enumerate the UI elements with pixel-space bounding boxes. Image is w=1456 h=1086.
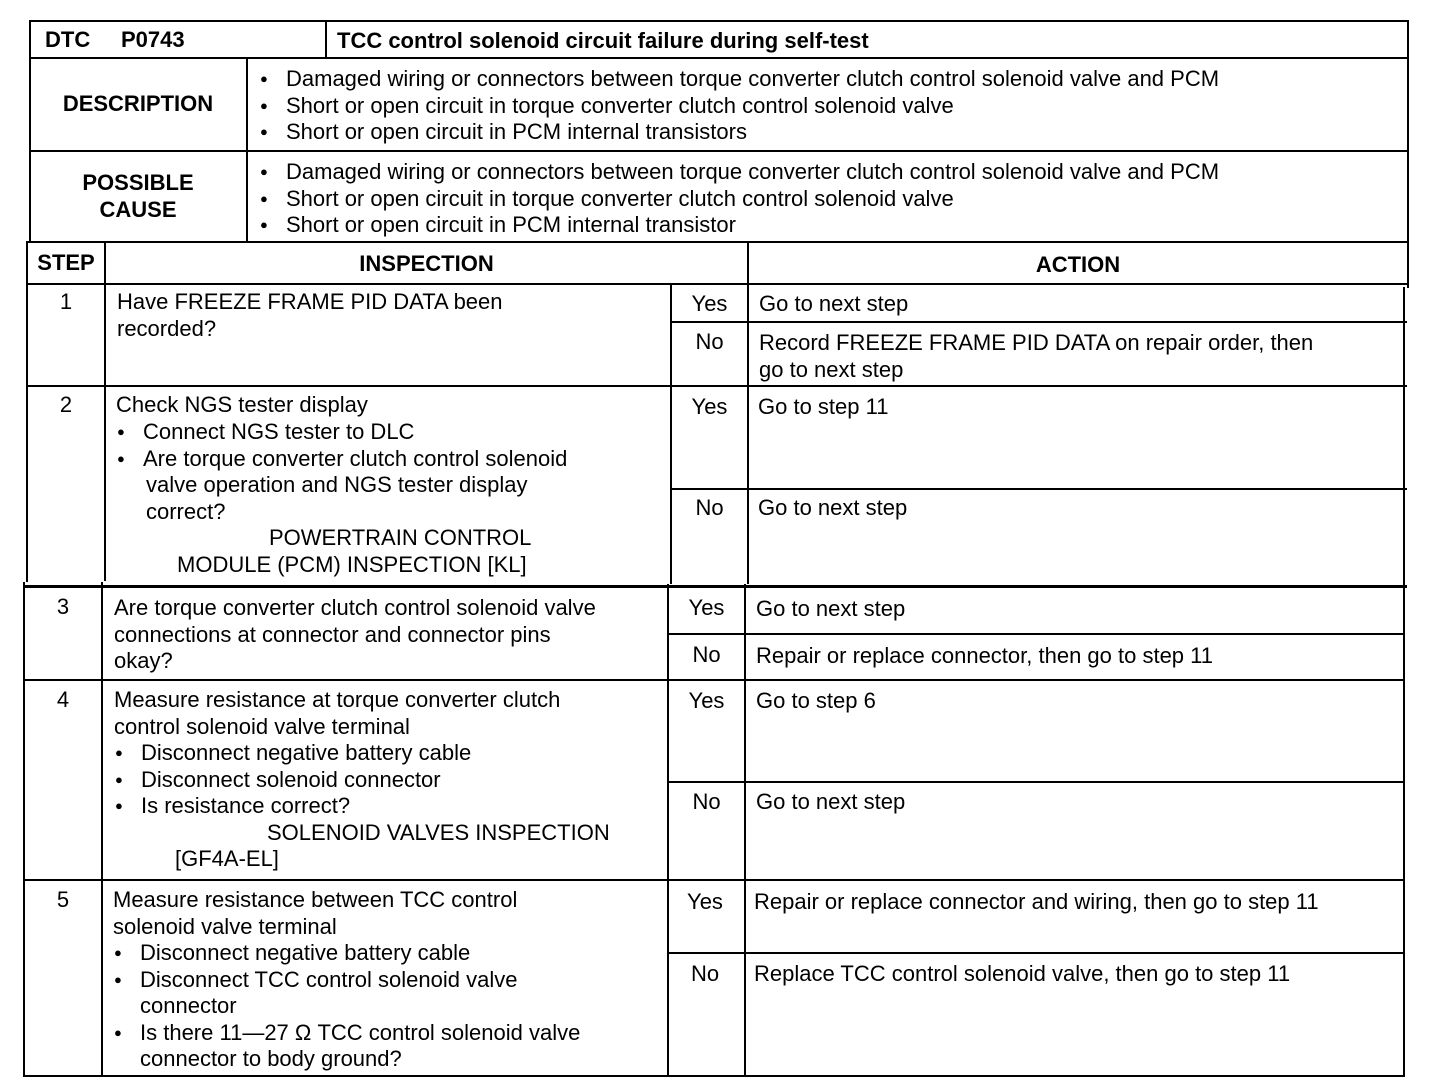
possible-cause-item: ● Short or open circuit in torque converter clutch control solenoid valve xyxy=(255,186,1219,213)
description-item: ● Short or open circuit in torque converter clutch control solenoid valve xyxy=(255,93,1219,120)
reference-line-2: [GF4A-EL] xyxy=(175,846,279,871)
no-label: No xyxy=(692,642,721,667)
step-inspection xyxy=(114,595,596,675)
step-number: 4 xyxy=(56,687,70,712)
inspection-line: connector xyxy=(140,993,237,1018)
step-inspection-title: Check NGS tester display xyxy=(116,392,368,417)
description-label: DESCRIPTION xyxy=(62,91,214,116)
no-action: Replace TCC control solenoid valve, then go to step 11 xyxy=(754,961,1291,986)
no-label: No xyxy=(695,495,724,520)
inspection-bullet: ● Disconnect solenoid connector xyxy=(110,767,471,794)
inspection-line: Measure resistance at torque converter clutch xyxy=(114,687,561,712)
inspection-line: valve operation and NGS tester display xyxy=(146,472,528,497)
possible-cause-item: ● Short or open circuit in PCM internal transistor xyxy=(255,212,1219,239)
inspection-bullet: ● Disconnect TCC control solenoid valve xyxy=(109,967,580,994)
yes-action: Go to step 6 xyxy=(756,688,876,713)
possible-cause-label-line2: CAUSE xyxy=(99,196,177,222)
description-item: ● Short or open circuit in PCM internal transistors xyxy=(255,119,1219,146)
no-action: Go to next step xyxy=(756,789,906,814)
column-header-action: ACTION xyxy=(1035,252,1121,277)
no-action: Go to next step xyxy=(758,495,908,520)
dtc-code: P0743 xyxy=(121,27,185,52)
inspection-line: connections at connector and connector pins xyxy=(114,621,551,647)
yes-action: Go to next step xyxy=(759,291,909,316)
inspection-line: correct? xyxy=(146,498,226,524)
inspection-bullet-continuation xyxy=(146,472,528,525)
step-inspection xyxy=(113,887,517,940)
no-label: No xyxy=(695,329,724,354)
action-line: Record FREEZE FRAME PID DATA on repair order, then xyxy=(759,330,1314,355)
no-label: No xyxy=(692,789,721,814)
inspection-bullet: ● Are torque converter clutch control solenoid xyxy=(112,446,567,473)
no-action xyxy=(759,330,1313,383)
inspection-bullet: ● Disconnect negative battery cable xyxy=(109,940,580,967)
inspection-line: Measure resistance between TCC control xyxy=(113,887,518,912)
inspection-bullet: ● Disconnect negative battery cable xyxy=(110,740,471,767)
no-label: No xyxy=(690,961,720,986)
yes-label: Yes xyxy=(691,291,728,316)
no-action: Repair or replace connector, then go to step 11 xyxy=(756,643,1213,668)
description-item: ● Damaged wiring or connectors between torque converter clutch control solenoid valve and PCM xyxy=(255,66,1219,93)
reference-line-2: MODULE (PCM) INSPECTION [KL] xyxy=(177,552,527,577)
possible-cause-label-line1: POSSIBLE xyxy=(82,170,194,195)
step-inspection-bullets xyxy=(112,419,567,472)
possible-cause-item: ● Damaged wiring or connectors between torque converter clutch control solenoid valve and PCM xyxy=(255,159,1219,186)
step-number: 1 xyxy=(59,289,73,314)
action-line: go to next step xyxy=(759,356,904,382)
inspection-line: okay? xyxy=(114,648,173,673)
inspection-line: Have FREEZE FRAME PID DATA been xyxy=(117,289,503,314)
step-inspection xyxy=(117,289,503,342)
yes-action: Go to step 11 xyxy=(758,394,889,419)
yes-label: Yes xyxy=(688,595,725,620)
yes-action: Repair or replace connector and wiring, then go to step 11 xyxy=(754,889,1319,914)
inspection-line: Are torque converter clutch control solenoid valve xyxy=(114,595,596,620)
inspection-bullet: ● Is there 11—27 Ω TCC control solenoid valve xyxy=(109,1020,580,1047)
step-inspection-bullets xyxy=(110,740,471,820)
yes-action: Go to next step xyxy=(756,596,906,621)
possible-cause-list xyxy=(255,159,1219,239)
possible-cause-label xyxy=(31,170,245,223)
inspection-line: recorded? xyxy=(117,315,217,341)
reference-line-1: SOLENOID VALVES INSPECTION xyxy=(267,820,610,845)
inspection-line: solenoid valve terminal xyxy=(113,913,337,939)
dtc-label: DTC xyxy=(45,27,91,52)
column-header-step: STEP xyxy=(37,250,95,275)
column-header-inspection: INSPECTION xyxy=(359,251,494,276)
yes-label: Yes xyxy=(688,688,725,713)
step-number: 5 xyxy=(56,887,70,912)
inspection-line: connector to body ground? xyxy=(140,1046,402,1071)
yes-label: Yes xyxy=(691,394,728,419)
inspection-bullet: ● Connect NGS tester to DLC xyxy=(112,419,567,446)
inspection-line: control solenoid valve terminal xyxy=(114,713,410,739)
step-number: 3 xyxy=(56,594,70,619)
yes-label: Yes xyxy=(687,889,723,914)
inspection-bullet: ● Is resistance correct? xyxy=(110,793,471,820)
inspection-bullet-block xyxy=(109,940,580,1073)
step-number: 2 xyxy=(59,392,73,417)
reference-line-1: POWERTRAIN CONTROL xyxy=(269,525,532,550)
description-list xyxy=(255,66,1219,146)
dtc-title: TCC control solenoid circuit failure during self-test xyxy=(337,28,869,53)
step-inspection xyxy=(114,687,560,740)
